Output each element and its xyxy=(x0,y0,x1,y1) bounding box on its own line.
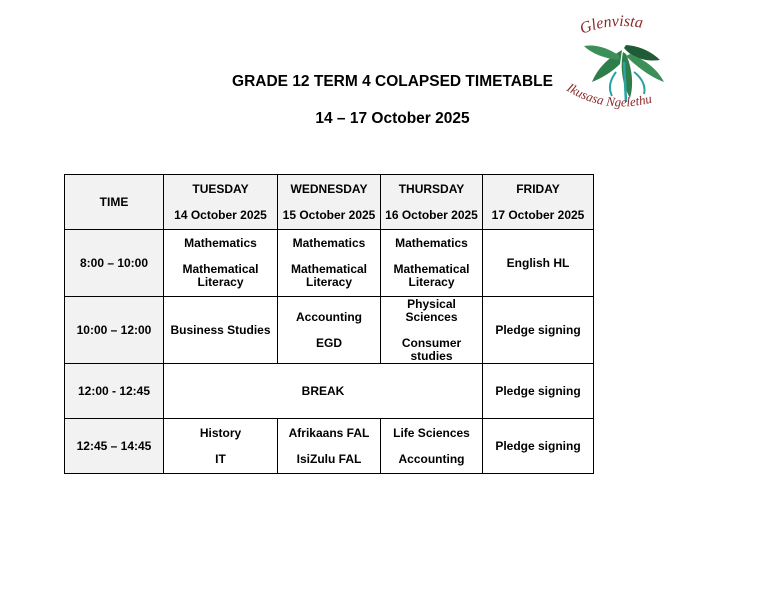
subject-cell: Pledge signing xyxy=(483,364,594,419)
subject-cell xyxy=(164,419,278,474)
subject: Life Sciences xyxy=(393,425,470,440)
subject-cell xyxy=(278,230,381,297)
date-range: 14 – 17 October 2025 xyxy=(315,110,470,127)
logo-bottom-text: Ikusasa Ngelethu xyxy=(564,79,654,110)
day-name: THURSDAY xyxy=(398,181,465,196)
time-cell: 12:00 - 12:45 xyxy=(65,364,164,419)
time-header: TIME xyxy=(65,175,164,230)
time-cell: 8:00 – 10:00 xyxy=(65,230,164,297)
day-header-tuesday xyxy=(164,175,278,230)
subject-cell: Pledge signing xyxy=(483,419,594,474)
day-date: 17 October 2025 xyxy=(491,207,585,222)
subject: Afrikaans FAL xyxy=(288,425,370,440)
subject: Accounting xyxy=(398,451,465,466)
day-header-thursday xyxy=(381,175,483,230)
day-header-wednesday xyxy=(278,175,381,230)
subject: IT xyxy=(215,451,226,466)
subject-cell xyxy=(381,419,483,474)
table-row xyxy=(65,364,594,419)
subject: Accounting xyxy=(296,309,362,324)
subject: Consumer studies xyxy=(401,335,462,363)
subject-cell: Pledge signing xyxy=(483,297,594,364)
logo-top-text: Glenvista xyxy=(577,12,645,38)
day-date: 16 October 2025 xyxy=(385,207,478,222)
subject-cell xyxy=(381,230,483,297)
subject-cell: English HL xyxy=(483,230,594,297)
table-row xyxy=(65,297,594,364)
subject-cell: Business Studies xyxy=(164,297,278,364)
subject: Mathematics xyxy=(395,236,468,250)
day-name: WEDNESDAY xyxy=(290,181,368,196)
time-cell: 12:45 – 14:45 xyxy=(65,419,164,474)
break-cell: BREAK xyxy=(164,364,483,419)
subject-cell xyxy=(278,419,381,474)
table-row xyxy=(65,230,594,297)
time-cell: 10:00 – 12:00 xyxy=(65,297,164,364)
subject: IsiZulu FAL xyxy=(296,451,362,466)
table-row xyxy=(65,419,594,474)
subject: Mathematical Literacy xyxy=(182,262,259,289)
table-header-row xyxy=(65,175,594,230)
subject: Mathematical Literacy xyxy=(290,262,368,289)
school-logo xyxy=(560,12,690,127)
day-date: 15 October 2025 xyxy=(282,207,376,222)
day-name: TUESDAY xyxy=(192,181,249,196)
page-title: GRADE 12 TERM 4 COLAPSED TIMETABLE xyxy=(232,73,553,90)
subject-cell xyxy=(164,230,278,297)
subject: Mathematics xyxy=(292,236,366,250)
day-header-friday xyxy=(483,175,594,230)
subject: Physical Sciences xyxy=(405,296,458,324)
subject-cell xyxy=(278,297,381,364)
day-name: FRIDAY xyxy=(516,181,560,196)
subject: Mathematics xyxy=(184,236,257,250)
subject: History xyxy=(199,425,242,440)
day-date: 14 October 2025 xyxy=(174,207,267,222)
subject: Mathematical Literacy xyxy=(393,262,470,289)
subject: EGD xyxy=(315,335,342,350)
subject-cell xyxy=(381,297,483,364)
timetable xyxy=(64,174,594,474)
